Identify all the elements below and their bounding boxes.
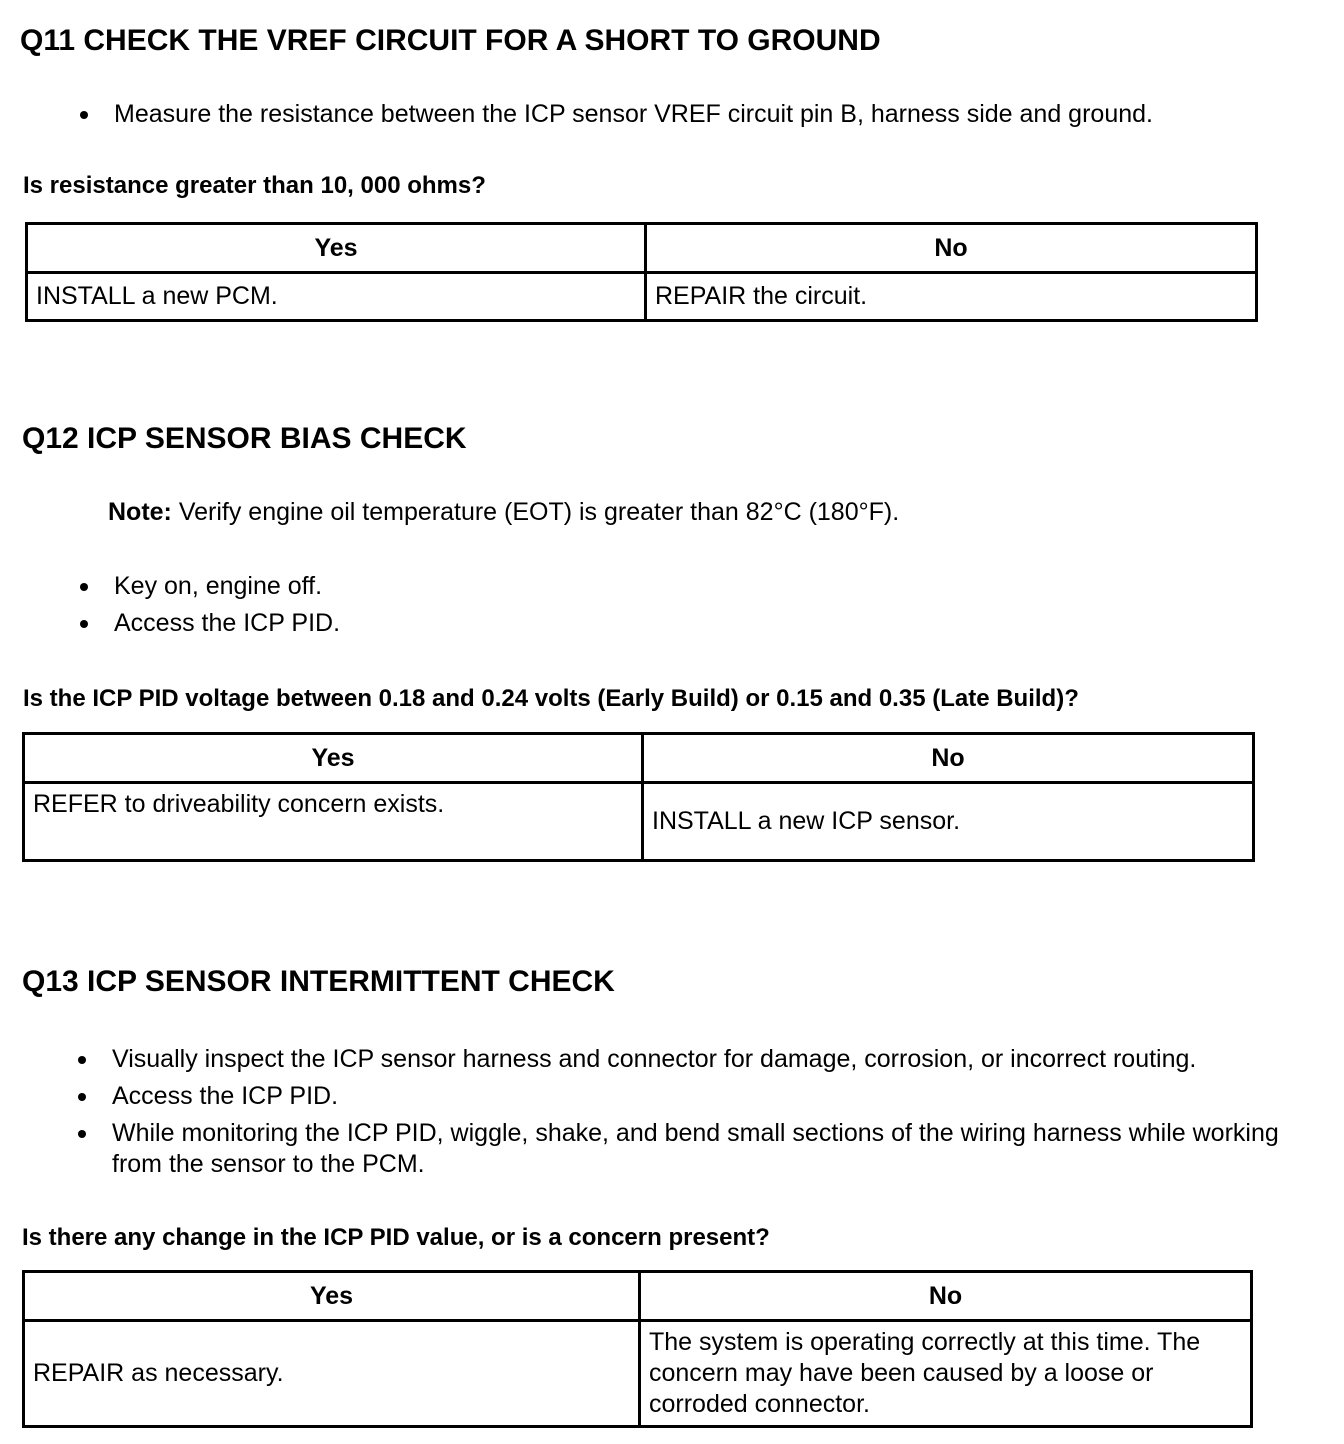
- bullet-list-q13: [82, 1041, 1322, 1180]
- yes-header: Yes: [24, 734, 643, 783]
- no-cell: INSTALL a new ICP sensor.: [643, 783, 1254, 861]
- answer-table-q11: [25, 222, 1258, 322]
- bullet-item: While monitoring the ICP PID, wiggle, shake, and bend small sections of the wiring harness while working from the sensor to the PCM.: [82, 1115, 1322, 1180]
- question-q12: Is the ICP PID voltage between 0.18 and 0.24 volts (Early Build) or 0.15 and 0.35 (Late Build)?: [23, 685, 1079, 712]
- bullet-item: Visually inspect the ICP sensor harness and connector for damage, corrosion, or incorrect routing.: [82, 1041, 1322, 1078]
- bullet-item: Access the ICP PID.: [84, 605, 1324, 642]
- note-text: Verify engine oil temperature (EOT) is greater than 82°C (180°F).: [171, 498, 900, 526]
- no-cell: The system is operating correctly at this time. The concern may have been caused by a loose or corroded connector.: [640, 1321, 1252, 1427]
- bullet-item: Access the ICP PID.: [82, 1078, 1322, 1115]
- answer-table-q13: [22, 1270, 1253, 1428]
- answer-table-q12: [22, 732, 1255, 862]
- no-cell: REPAIR the circuit.: [646, 273, 1257, 321]
- section-heading-q12: Q12 ICP SENSOR BIAS CHECK: [22, 422, 467, 455]
- bullet-item: Measure the resistance between the ICP sensor VREF circuit pin B, harness side and ground.: [84, 96, 1324, 133]
- no-header: No: [643, 734, 1254, 783]
- no-header: No: [646, 224, 1257, 273]
- yes-cell: REPAIR as necessary.: [24, 1321, 640, 1427]
- section-heading-q13: Q13 ICP SENSOR INTERMITTENT CHECK: [22, 965, 615, 998]
- no-header: No: [640, 1272, 1252, 1321]
- yes-cell: REFER to driveability concern exists.: [24, 783, 643, 861]
- yes-header: Yes: [27, 224, 646, 273]
- bullet-item: Key on, engine off.: [84, 568, 1324, 605]
- yes-cell: INSTALL a new PCM.: [27, 273, 646, 321]
- note-label: Note:: [108, 498, 172, 526]
- question-q13: Is there any change in the ICP PID value, or is a concern present?: [22, 1224, 770, 1251]
- note: [108, 498, 899, 527]
- yes-header: Yes: [24, 1272, 640, 1321]
- bullet-list-q11: [84, 96, 1324, 133]
- bullet-list-q12: [84, 568, 1324, 642]
- question-q11: Is resistance greater than 10, 000 ohms?: [23, 172, 486, 199]
- section-heading-q11: Q11 CHECK THE VREF CIRCUIT FOR A SHORT TO GROUND: [20, 24, 881, 57]
